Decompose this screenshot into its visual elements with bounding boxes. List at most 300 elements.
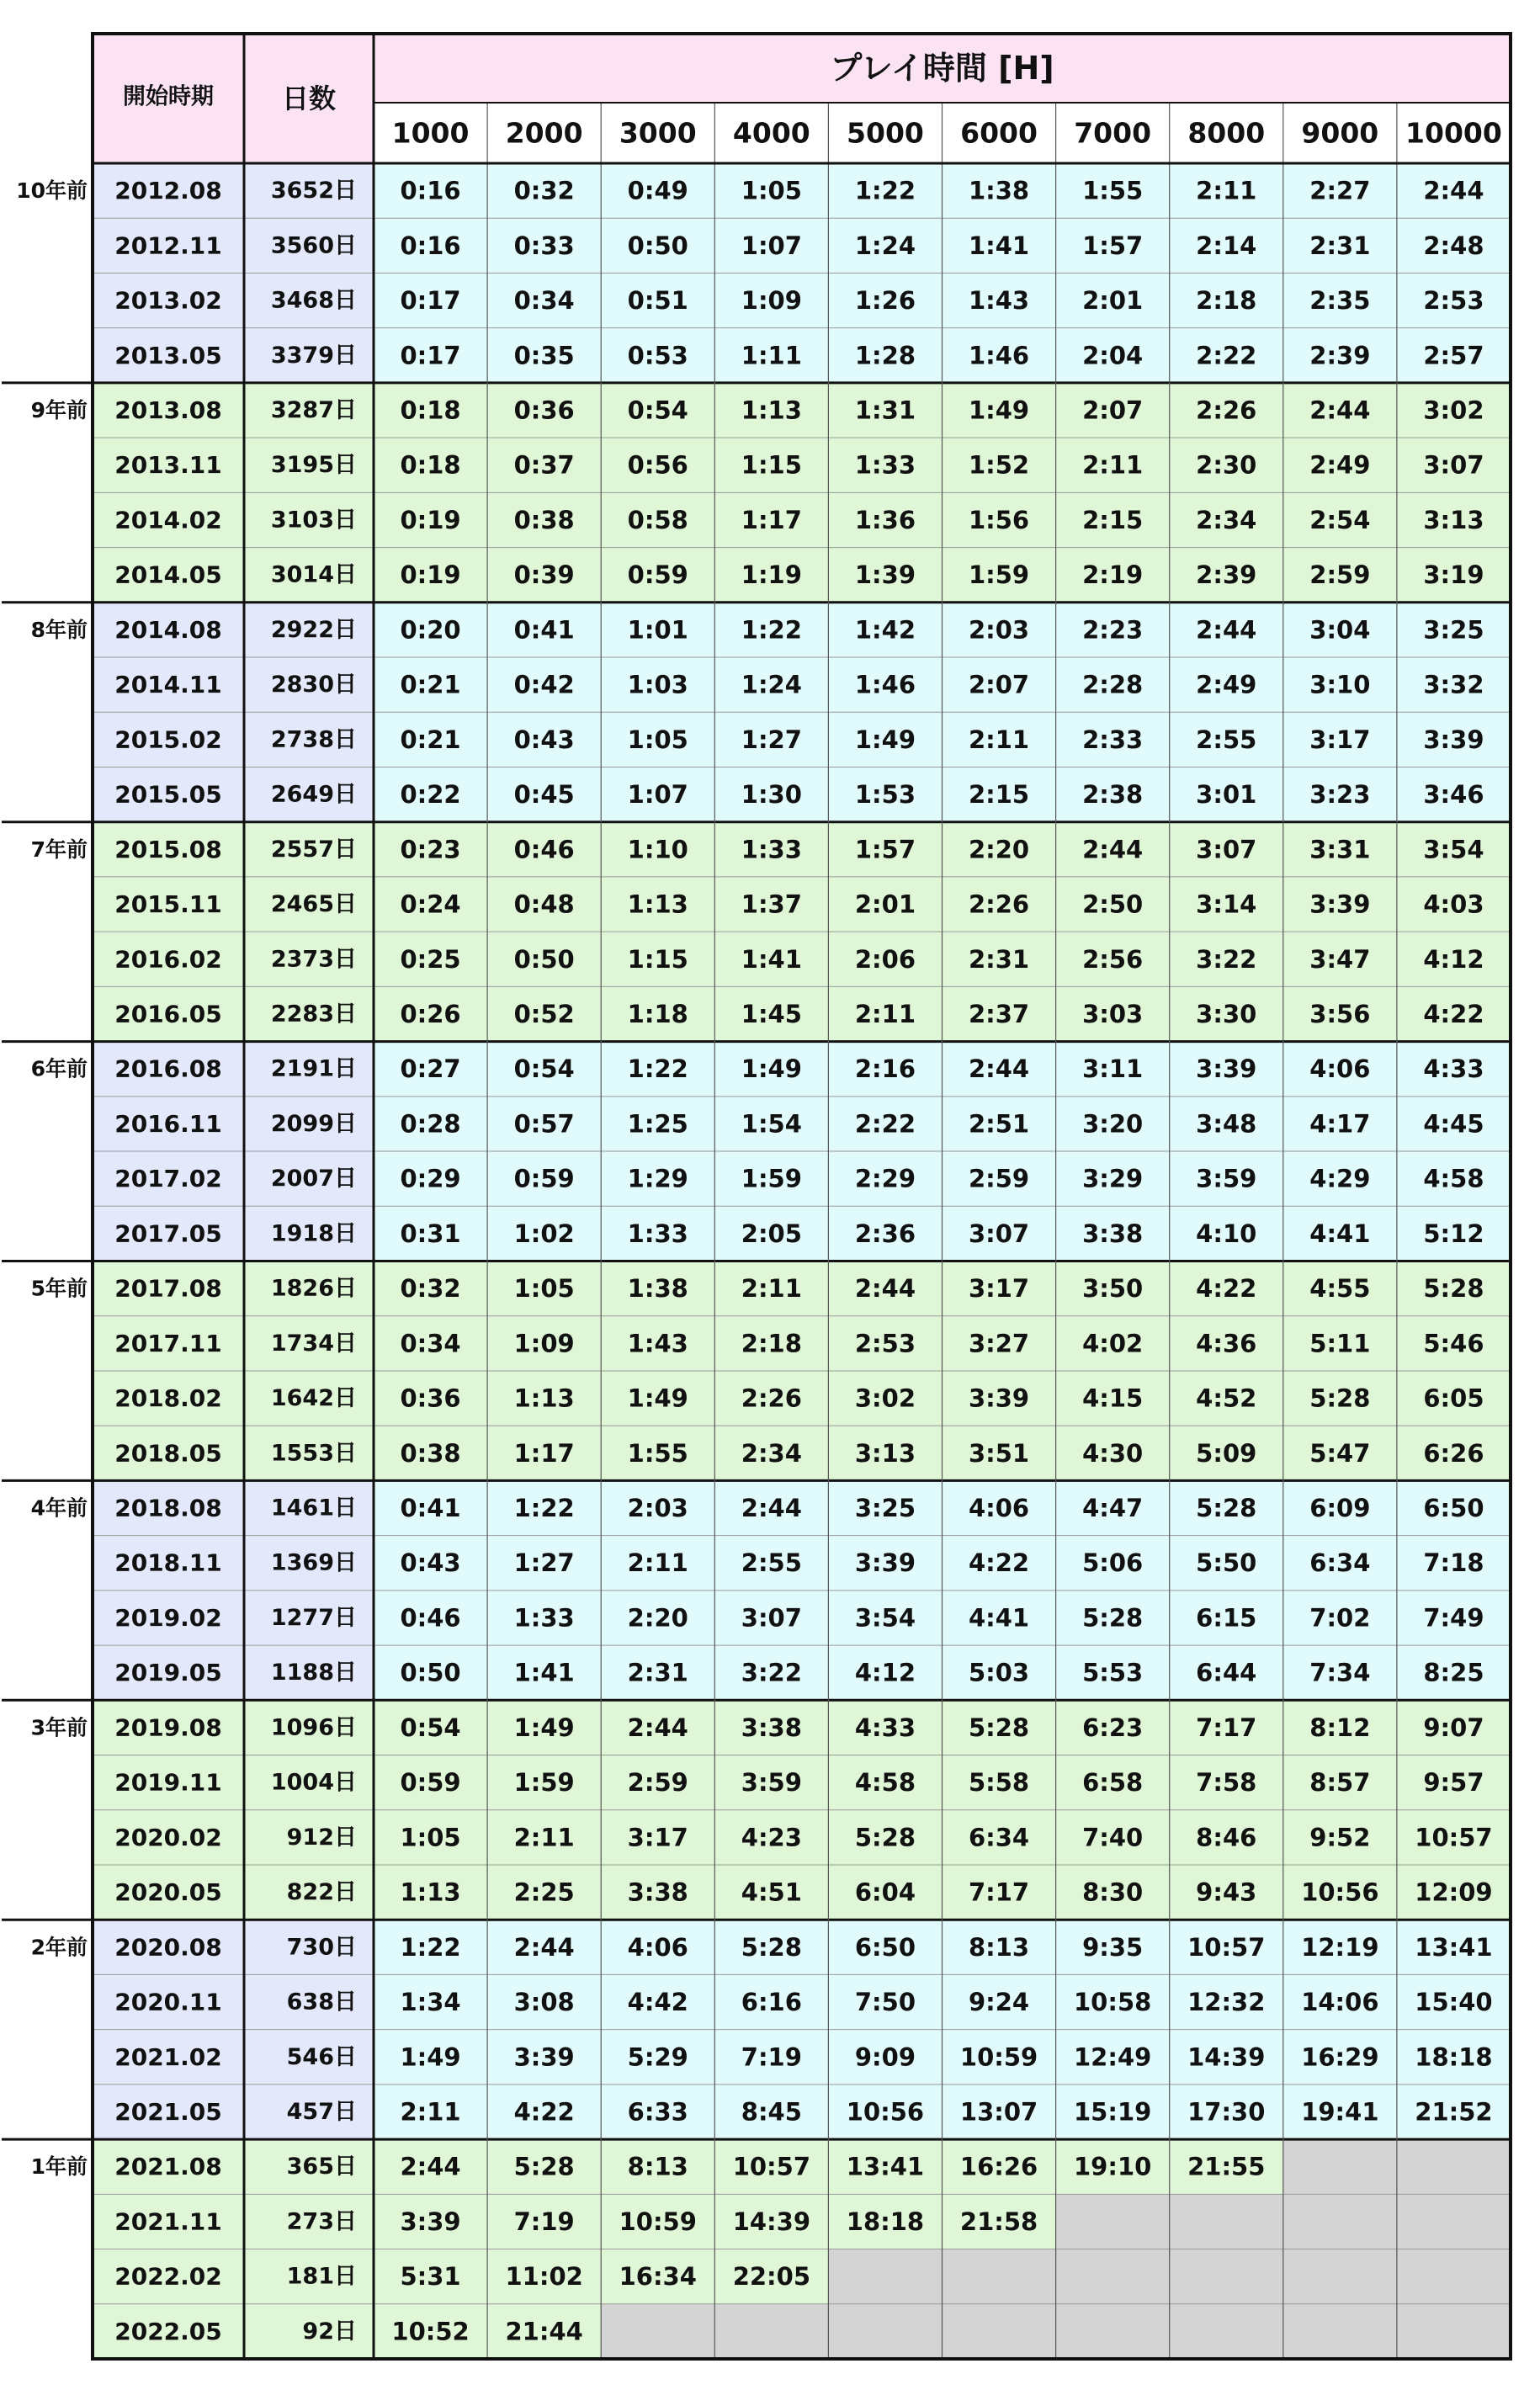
play-time-value: 0:38 (513, 505, 575, 534)
days-count: 1642日 (270, 1385, 357, 1412)
play-time-value: 0:21 (400, 725, 461, 754)
play-time-value: 1:05 (513, 1274, 575, 1304)
start-date: 2014.05 (114, 560, 222, 589)
start-date: 2016.11 (114, 1109, 222, 1138)
play-time-value: 3:32 (1423, 670, 1484, 699)
start-date: 2022.02 (114, 2262, 222, 2291)
play-time-value: 3:39 (400, 2207, 461, 2236)
play-time-value: 1:31 (854, 396, 916, 425)
play-time-value: 1:13 (627, 890, 688, 919)
play-time-value: 0:59 (400, 1768, 461, 1798)
play-time-value: 2:15 (968, 780, 1030, 810)
play-time-value: 1:22 (627, 1054, 688, 1084)
play-time-value: 6:50 (854, 1932, 916, 1962)
play-time-value: 2:15 (1082, 505, 1144, 534)
play-time-value: 0:16 (400, 231, 461, 260)
play-time-value: 12:09 (1415, 1877, 1493, 1907)
play-time-value: 2:29 (854, 1164, 916, 1193)
start-date: 2020.02 (114, 1823, 222, 1851)
play-time-value: 2:01 (1082, 286, 1144, 316)
start-date: 2015.02 (114, 725, 222, 754)
play-time-value: 9:09 (854, 2042, 916, 2072)
play-time-value: 7:17 (968, 1877, 1030, 1907)
days-count: 3468日 (270, 287, 357, 314)
play-time-value: 3:31 (1309, 835, 1371, 864)
play-time-value: 9:43 (1196, 1877, 1257, 1907)
play-time-value: 10:58 (1073, 1988, 1152, 2017)
start-date: 2013.05 (114, 341, 222, 369)
start-date: 2020.05 (114, 1878, 222, 1907)
play-time-value: 1:33 (741, 835, 802, 864)
play-time-value: 3:07 (968, 1219, 1030, 1248)
play-time-value: 0:18 (400, 450, 461, 480)
empty-cell (1397, 2249, 1511, 2304)
play-time-value: 3:47 (1309, 944, 1371, 974)
play-time-value: 2:55 (741, 1548, 802, 1578)
days-count: 1461日 (270, 1495, 357, 1522)
play-time-value: 1:46 (854, 670, 916, 699)
play-time-value: 2:37 (968, 999, 1030, 1028)
play-time-value: 5:28 (741, 1932, 802, 1962)
play-time-value: 1:01 (627, 615, 688, 645)
start-date: 2013.08 (114, 396, 222, 425)
play-time-value: 2:18 (1196, 286, 1257, 316)
play-time-value: 2:31 (627, 1658, 688, 1687)
play-time-value: 2:44 (1309, 396, 1371, 425)
play-time-value: 0:58 (627, 505, 688, 534)
play-time-value: 7:18 (1423, 1548, 1484, 1578)
days-count: 2465日 (270, 891, 357, 918)
play-time-value: 1:34 (400, 1988, 461, 2017)
days-count: 3103日 (270, 507, 357, 534)
play-time-value: 2:03 (627, 1494, 688, 1523)
play-time-value: 4:45 (1423, 1109, 1484, 1139)
play-time-value: 1:36 (854, 505, 916, 534)
play-time-value: 4:22 (1423, 999, 1484, 1028)
play-time-value: 3:22 (741, 1658, 802, 1687)
play-time-value: 3:14 (1196, 890, 1257, 919)
play-time-value: 1:57 (854, 835, 916, 864)
hours-header-5000: 5000 (847, 116, 924, 150)
play-time-value: 6:50 (1423, 1494, 1484, 1523)
play-time-value: 1:05 (400, 1823, 461, 1852)
play-time-value: 1:17 (741, 505, 802, 534)
play-time-value: 0:18 (400, 396, 461, 425)
play-time-value: 2:34 (1196, 505, 1257, 534)
play-time-value: 1:26 (854, 286, 916, 316)
play-time-value: 2:44 (741, 1494, 802, 1523)
play-time-value: 4:33 (1423, 1054, 1484, 1084)
play-time-value: 5:58 (968, 1768, 1030, 1798)
play-time-value: 9:57 (1423, 1768, 1484, 1798)
play-time-value: 1:33 (513, 1603, 575, 1633)
play-time-value: 2:53 (854, 1329, 916, 1358)
start-date: 2019.08 (114, 1713, 222, 1742)
start-date: 2016.02 (114, 945, 222, 974)
hours-header-8000: 8000 (1187, 116, 1266, 150)
play-time-value: 8:45 (741, 2097, 802, 2127)
play-time-value: 3:19 (1423, 560, 1484, 590)
play-time-value: 2:44 (1423, 176, 1484, 205)
days-count: 457日 (286, 2098, 357, 2125)
play-time-value: 1:24 (741, 670, 802, 699)
play-time-value: 0:28 (400, 1109, 461, 1139)
group-label: 7年前 (30, 836, 88, 862)
play-time-value: 3:27 (968, 1329, 1030, 1358)
empty-cell (943, 2249, 1056, 2304)
play-time-value: 3:23 (1309, 780, 1371, 810)
play-time-value: 1:49 (968, 396, 1030, 425)
play-time-value: 3:03 (1082, 999, 1144, 1028)
play-time-value: 0:21 (400, 670, 461, 699)
play-time-value: 1:42 (854, 615, 916, 645)
days-count: 1553日 (270, 1440, 357, 1467)
empty-cell (1397, 2139, 1511, 2194)
play-time-value: 2:44 (513, 1932, 575, 1962)
start-date: 2017.11 (114, 1329, 222, 1357)
play-time-value: 2:25 (513, 1877, 575, 1907)
play-time-value: 21:52 (1415, 2097, 1493, 2127)
start-date: 2021.02 (114, 2042, 222, 2071)
play-time-value: 12:49 (1073, 2042, 1152, 2072)
play-time-value: 3:39 (1309, 890, 1371, 919)
play-time-value: 3:39 (1423, 725, 1484, 754)
play-time-value: 0:33 (513, 231, 575, 260)
play-time-value: 0:34 (400, 1329, 461, 1358)
play-time-value: 3:17 (1309, 725, 1371, 754)
hours-header-7000: 7000 (1074, 116, 1152, 150)
empty-cell (1170, 2304, 1283, 2359)
play-time-value: 2:01 (854, 890, 916, 919)
play-time-value: 3:07 (1196, 835, 1257, 864)
days-count: 3014日 (270, 561, 357, 588)
play-time-value: 3:07 (1423, 450, 1484, 480)
hours-header-9000: 9000 (1301, 116, 1379, 150)
play-time-value: 5:12 (1423, 1219, 1484, 1248)
start-date: 2016.05 (114, 1000, 222, 1028)
play-time-value: 5:11 (1309, 1329, 1371, 1358)
days-count: 2830日 (270, 672, 357, 698)
play-time-value: 2:26 (1196, 396, 1257, 425)
days-count: 3287日 (270, 397, 357, 424)
play-time-value: 16:29 (1301, 2042, 1379, 2072)
empty-cell (1056, 2194, 1170, 2249)
play-time-value: 6:05 (1423, 1384, 1484, 1413)
play-time-value: 1:33 (854, 450, 916, 480)
play-time-value: 0:52 (513, 999, 575, 1028)
play-time-value: 0:34 (513, 286, 575, 316)
play-time-value: 0:36 (400, 1384, 461, 1413)
play-time-value: 4:42 (627, 1988, 688, 2017)
play-time-value: 3:11 (1082, 1054, 1144, 1084)
empty-cell (1283, 2304, 1397, 2359)
play-time-value: 3:13 (854, 1438, 916, 1468)
play-time-value: 2:26 (741, 1384, 802, 1413)
header-days: 日数 (281, 82, 337, 114)
play-time-value: 2:38 (1082, 780, 1144, 810)
play-time-value: 4:52 (1196, 1384, 1257, 1413)
days-count: 2738日 (270, 726, 357, 753)
play-time-value: 3:17 (627, 1823, 688, 1852)
play-time-value: 1:49 (400, 2042, 461, 2072)
play-time-value: 0:36 (513, 396, 575, 425)
play-time-value: 0:59 (513, 1164, 575, 1193)
days-count: 92日 (302, 2318, 357, 2345)
play-time-value: 2:22 (1196, 341, 1257, 370)
play-time-value: 6:34 (1309, 1548, 1371, 1578)
play-time-value: 4:17 (1309, 1109, 1371, 1139)
play-time-value: 4:10 (1196, 1219, 1257, 1248)
play-time-value: 1:38 (627, 1274, 688, 1304)
play-time-value: 3:54 (1423, 835, 1484, 864)
days-count: 1004日 (270, 1769, 357, 1796)
play-time-value: 8:25 (1423, 1658, 1484, 1687)
play-time-value: 4:47 (1082, 1494, 1144, 1523)
days-count: 273日 (286, 2208, 357, 2235)
play-time-value: 8:46 (1196, 1823, 1257, 1852)
play-time-value: 9:35 (1082, 1932, 1144, 1962)
play-time-value: 2:11 (513, 1823, 575, 1852)
play-time-value: 6:34 (968, 1823, 1030, 1852)
play-time-value: 2:11 (1082, 450, 1144, 480)
group-label: 2年前 (30, 1935, 88, 1960)
play-time-value: 7:02 (1309, 1603, 1371, 1633)
play-time-value: 10:57 (1187, 1932, 1266, 1962)
play-time-value: 2:59 (627, 1768, 688, 1798)
play-time-value: 18:18 (1415, 2042, 1493, 2072)
play-time-value: 1:59 (741, 1164, 802, 1193)
play-time-value: 0:41 (400, 1494, 461, 1523)
play-time-value: 1:07 (741, 231, 802, 260)
play-time-value: 10:59 (959, 2042, 1038, 2072)
play-time-value: 1:11 (741, 341, 802, 370)
play-time-value: 4:06 (627, 1932, 688, 1962)
play-time-value: 2:31 (968, 944, 1030, 974)
play-time-value: 2:36 (854, 1219, 916, 1248)
days-count: 2922日 (270, 616, 357, 643)
play-time-value: 5:46 (1423, 1329, 1484, 1358)
play-time-value: 1:56 (968, 505, 1030, 534)
play-time-value: 7:49 (1423, 1603, 1484, 1633)
play-time-value: 1:38 (968, 176, 1030, 205)
days-count: 2283日 (270, 1001, 357, 1028)
play-time-value: 21:58 (959, 2207, 1038, 2236)
days-count: 912日 (286, 1824, 357, 1851)
play-time-value: 2:54 (1309, 505, 1371, 534)
play-time-value: 0:16 (400, 176, 461, 205)
play-time-value: 6:44 (1196, 1658, 1257, 1687)
play-time-value: 3:39 (968, 1384, 1030, 1413)
play-time-value: 4:36 (1196, 1329, 1257, 1358)
empty-cell (601, 2304, 714, 2359)
start-date: 2014.11 (114, 671, 222, 699)
play-time-value: 1:22 (400, 1932, 461, 1962)
play-time-value: 2:20 (968, 835, 1030, 864)
play-time-value: 1:13 (400, 1877, 461, 1907)
play-time-value: 2:06 (854, 944, 916, 974)
play-time-value: 19:10 (1073, 2152, 1152, 2181)
play-time-value: 1:54 (741, 1109, 802, 1139)
play-time-value: 0:42 (513, 670, 575, 699)
start-date: 2019.02 (114, 1603, 222, 1632)
play-time-value: 5:29 (627, 2042, 688, 2072)
play-time-value: 1:02 (513, 1219, 575, 1248)
play-time-value: 0:32 (513, 176, 575, 205)
play-time-value: 1:41 (513, 1658, 575, 1687)
play-time-value: 1:09 (513, 1329, 575, 1358)
play-time-value: 18:18 (846, 2207, 925, 2236)
play-time-value: 1:49 (513, 1713, 575, 1742)
play-time-value: 1:41 (741, 944, 802, 974)
play-time-value: 2:59 (968, 1164, 1030, 1193)
play-time-value: 1:27 (741, 725, 802, 754)
play-time-value: 4:06 (968, 1494, 1030, 1523)
days-count: 1369日 (270, 1549, 357, 1576)
play-time-value: 2:44 (854, 1274, 916, 1304)
empty-cell (1397, 2194, 1511, 2249)
play-time-value: 8:30 (1082, 1877, 1144, 1907)
play-time-value: 0:39 (513, 560, 575, 590)
play-time-value: 2:11 (627, 1548, 688, 1578)
play-time-value: 1:55 (627, 1438, 688, 1468)
play-time-value: 2:57 (1423, 341, 1484, 370)
start-date: 2018.11 (114, 1548, 222, 1577)
start-date: 2015.08 (114, 835, 222, 863)
play-time-value: 0:49 (627, 176, 688, 205)
empty-cell (828, 2304, 942, 2359)
play-time-value: 7:34 (1309, 1658, 1371, 1687)
play-time-value: 3:39 (513, 2042, 575, 2072)
play-time-value: 1:45 (741, 999, 802, 1028)
empty-cell (714, 2304, 828, 2359)
hours-header-2000: 2000 (505, 116, 583, 150)
play-time-value: 2:05 (741, 1219, 802, 1248)
header-start-period: 開始時期 (123, 83, 214, 110)
play-time-value: 4:51 (741, 1877, 802, 1907)
play-time-value: 4:12 (1423, 944, 1484, 974)
play-time-value: 3:02 (854, 1384, 916, 1413)
days-count: 3652日 (270, 178, 357, 204)
play-time-value: 2:11 (1196, 176, 1257, 205)
play-time-value: 6:26 (1423, 1438, 1484, 1468)
empty-cell (1056, 2249, 1170, 2304)
play-time-value: 12:19 (1301, 1932, 1379, 1962)
play-time-value: 1:17 (513, 1438, 575, 1468)
play-time-value: 0:26 (400, 999, 461, 1028)
play-time-value: 4:41 (1309, 1219, 1371, 1248)
play-time-value: 4:58 (854, 1768, 916, 1798)
play-time-value: 0:23 (400, 835, 461, 864)
play-time-value: 0:17 (400, 286, 461, 316)
start-date: 2013.02 (114, 286, 222, 315)
play-time-value: 7:19 (741, 2042, 802, 2072)
play-time-value: 3:13 (1423, 505, 1484, 534)
days-count: 1918日 (270, 1220, 357, 1247)
start-date: 2018.08 (114, 1494, 222, 1522)
play-time-value: 2:07 (1082, 396, 1144, 425)
play-time-value: 3:54 (854, 1603, 916, 1633)
play-time-value: 1:53 (854, 780, 916, 810)
play-time-value: 6:58 (1082, 1768, 1144, 1798)
empty-cell (1283, 2249, 1397, 2304)
hours-header-1000: 1000 (391, 116, 470, 150)
play-time-value: 21:55 (1187, 2152, 1266, 2181)
start-date: 2014.08 (114, 615, 222, 644)
play-time-value: 2:59 (1309, 560, 1371, 590)
play-time-value: 2:11 (400, 2097, 461, 2127)
days-count: 181日 (286, 2263, 357, 2290)
play-time-value: 2:48 (1423, 231, 1484, 260)
play-time-value: 15:19 (1073, 2097, 1152, 2127)
play-time-value: 0:54 (400, 1713, 461, 1742)
play-time-value: 1:15 (741, 450, 802, 480)
play-time-value: 0:41 (513, 615, 575, 645)
play-time-value: 0:48 (513, 890, 575, 919)
play-time-value: 2:44 (1196, 615, 1257, 645)
play-time-value: 2:16 (854, 1054, 916, 1084)
play-time-value: 4:41 (968, 1603, 1030, 1633)
play-time-value: 0:31 (400, 1219, 461, 1248)
start-date: 2013.11 (114, 451, 222, 480)
play-time-value: 16:34 (619, 2262, 697, 2292)
play-time-value: 1:05 (741, 176, 802, 205)
play-time-value: 0:19 (400, 505, 461, 534)
play-time-value: 3:25 (854, 1494, 916, 1523)
play-time-value: 3:08 (513, 1988, 575, 2017)
days-count: 2007日 (270, 1166, 357, 1192)
days-count: 1826日 (270, 1275, 357, 1302)
play-time-value: 3:38 (741, 1713, 802, 1742)
start-date: 2020.08 (114, 1933, 222, 1962)
days-count: 1188日 (270, 1660, 357, 1686)
play-time-value: 3:20 (1082, 1109, 1144, 1139)
play-time-value: 0:25 (400, 944, 461, 974)
play-time-value: 10:52 (391, 2317, 470, 2346)
play-time-value: 2:11 (741, 1274, 802, 1304)
play-time-value: 13:41 (846, 2152, 925, 2181)
play-time-value: 5:03 (968, 1658, 1030, 1687)
play-time-value: 1:41 (968, 231, 1030, 260)
group-label: 8年前 (30, 617, 88, 642)
play-time-value: 4:22 (513, 2097, 575, 2127)
play-time-value: 10:57 (1415, 1823, 1493, 1852)
play-time-value: 0:53 (627, 341, 688, 370)
play-time-value: 3:46 (1423, 780, 1484, 810)
days-count: 2373日 (270, 946, 357, 973)
play-time-value: 0:56 (627, 450, 688, 480)
play-time-value: 4:55 (1309, 1274, 1371, 1304)
play-time-value: 1:22 (513, 1494, 575, 1523)
start-date: 2015.11 (114, 890, 222, 919)
play-time-value: 3:59 (1196, 1164, 1257, 1193)
play-time-value: 0:32 (400, 1274, 461, 1304)
play-time-value: 5:28 (854, 1823, 916, 1852)
days-count: 822日 (286, 1879, 357, 1906)
play-time-value: 2:20 (627, 1603, 688, 1633)
play-time-value: 3:38 (1082, 1219, 1144, 1248)
play-time-value: 14:39 (1187, 2042, 1266, 2072)
play-time-value: 2:56 (1082, 944, 1144, 974)
days-count: 2557日 (270, 836, 357, 863)
play-time-value: 4:12 (854, 1658, 916, 1687)
play-time-value: 5:09 (1196, 1438, 1257, 1468)
play-time-value: 14:06 (1301, 1988, 1379, 2017)
play-time-value: 0:38 (400, 1438, 461, 1468)
play-time-value: 1:33 (627, 1219, 688, 1248)
play-time-value: 10:56 (846, 2097, 925, 2127)
days-count: 730日 (286, 1934, 357, 1961)
play-time-value: 0:22 (400, 780, 461, 810)
